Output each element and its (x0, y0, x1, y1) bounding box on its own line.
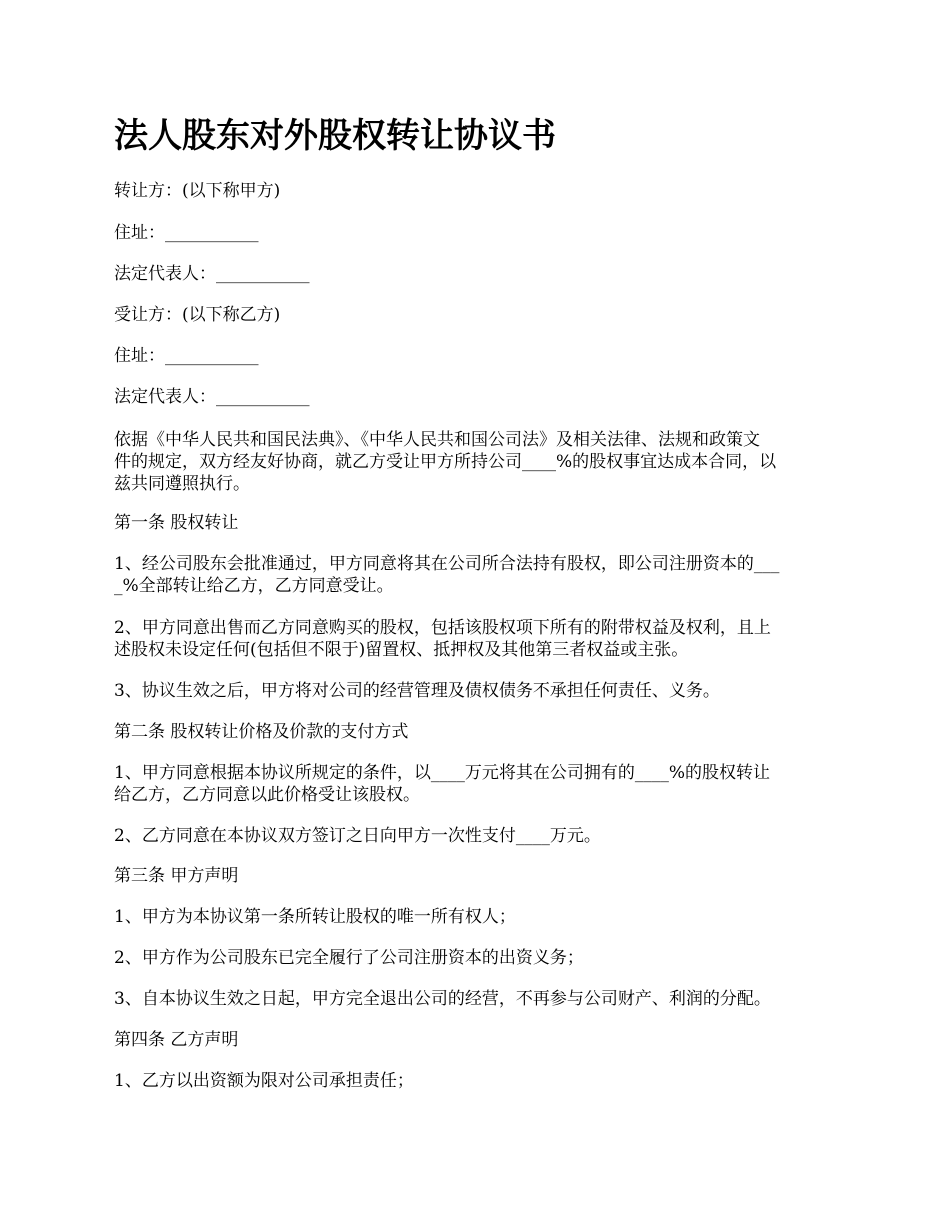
party-b-label: 受让方：(以下称乙方) (114, 305, 281, 325)
party-b-address: 住址：___________ (114, 346, 259, 366)
document-title: 法人股东对外股权转让协议书 (114, 116, 556, 156)
article-3-clause-2: 2、甲方作为公司股东已完全履行了公司注册资本的出资义务； (114, 948, 584, 968)
preamble-line: 件的规定，双方经友好协商，就乙方受让甲方所持公司____%的股权事宜达成本合同，以 (114, 452, 777, 472)
article-3-clause-1: 1、甲方为本协议第一条所转让股权的唯一所有权人； (114, 907, 516, 927)
article-2-clause-1 (114, 762, 844, 806)
article-4-heading: 第四条 乙方声明 (114, 1030, 239, 1050)
preamble-line: 兹共同遵照执行。 (114, 474, 250, 494)
article-4-clause-1: 1、乙方以出资额为限对公司承担责任； (114, 1071, 414, 1091)
clause-line: 1、经公司股东会批准通过，甲方同意将其在公司所合法持有股权，即公司注册资本的___ (114, 554, 780, 574)
article-3-heading: 第三条 甲方声明 (114, 866, 239, 886)
article-2-heading: 第二条 股权转让价格及价款的支付方式 (114, 722, 409, 742)
party-a-representative: 法定代表人：___________ (114, 264, 310, 284)
party-b-representative: 法定代表人：___________ (114, 387, 310, 407)
clause-line: 1、甲方同意根据本协议所规定的条件，以____万元将其在公司拥有的____%的股权转让 (114, 763, 770, 783)
article-1-heading: 第一条 股权转让 (114, 513, 239, 533)
article-2-clause-2: 2、乙方同意在本协议双方签订之日向甲方一次性支付____万元。 (114, 826, 601, 846)
party-a-address: 住址：___________ (114, 223, 259, 243)
preamble-paragraph (114, 429, 844, 495)
preamble-line: 依据《中华人民共和国民法典》、《中华人民共和国公司法》及相关法律、法规和政策文 (114, 430, 760, 450)
article-3-clause-3: 3、自本协议生效之日起，甲方完全退出公司的经营，不再参与公司财产、利润的分配。 (114, 989, 771, 1009)
party-a-label: 转让方：(以下称甲方) (114, 181, 281, 201)
clause-line: 给乙方，乙方同意以此价格受让该股权。 (114, 785, 420, 805)
article-1-clause-2 (114, 617, 844, 661)
article-1-clause-1 (114, 553, 844, 597)
clause-line: 2、甲方同意出售而乙方同意购买的股权，包括该股权项下所有的附带权益及权利，且上 (114, 618, 771, 638)
clause-line: 述股权未设定任何(包括但不限于)留置权、抵押权及其他第三者权益或主张。 (114, 640, 689, 660)
article-1-clause-3: 3、协议生效之后，甲方将对公司的经营管理及债权债务不承担任何责任、义务。 (114, 681, 720, 701)
clause-line: _%全部转让给乙方，乙方同意受让。 (114, 576, 394, 596)
